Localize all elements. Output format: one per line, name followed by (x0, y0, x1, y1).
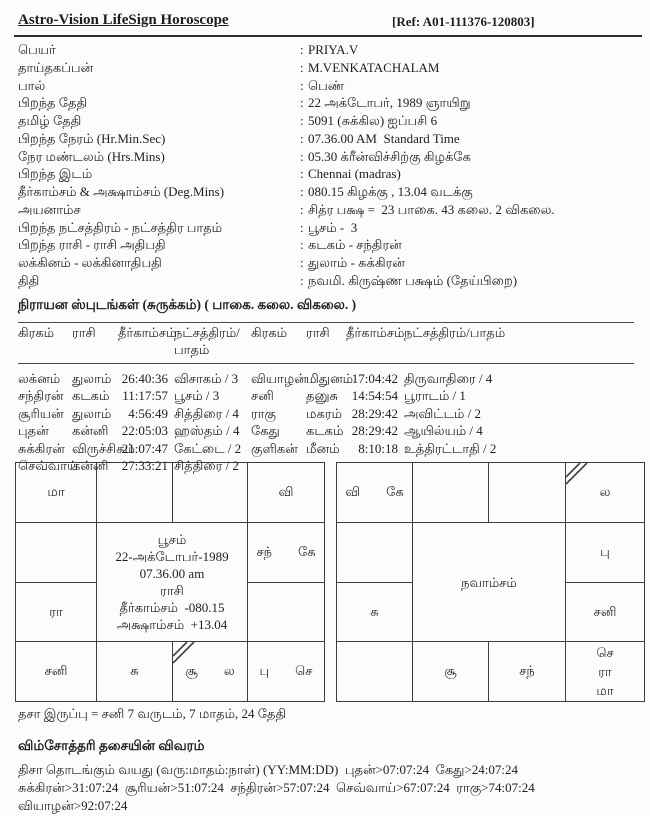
rasi-chart-center (97, 523, 248, 642)
colon-separator: : (300, 219, 304, 235)
navamsa-cell-sagittarius (337, 642, 413, 701)
star-cell: சித்திரை / 2 (174, 457, 239, 473)
colon-separator: : (300, 148, 304, 164)
rasi-cell-virgo (248, 642, 324, 701)
info-value: M.VENKATACHALAM (308, 59, 440, 75)
colon-separator: : (300, 255, 304, 270)
planet-abbr: மா (596, 682, 614, 698)
info-label: பிறந்த இடம் (18, 166, 93, 182)
star-cell: ஆயில்யம் / 4 (404, 423, 483, 439)
center-date: 22-அக்டோபர்-1989 (115, 549, 229, 564)
table-body (18, 371, 634, 475)
longitude-cell: 11:17:57 (122, 388, 168, 404)
reference-number: [Ref: A01-111376-120803] (392, 14, 535, 29)
planet-abbr: சந் (519, 663, 535, 678)
info-label: லக்கினம் - லக்கினாதிபதி (18, 255, 162, 270)
rasi-cell: கன்னி (72, 423, 109, 439)
planet-abbr: கே (386, 484, 404, 499)
star-cell: ஹஸ்தம் / 4 (174, 423, 240, 439)
info-row-birth-star (18, 220, 642, 238)
table-row (18, 371, 634, 388)
navamsa-cell-scorpio (413, 642, 489, 701)
rasi-cell-aquarius (16, 523, 97, 583)
navamsa-cell-pisces (337, 463, 413, 523)
birth-details-section (18, 42, 642, 291)
dasa-start-ages-line: திசா தொடங்கும் வயது (வரு:மாதம்:நாள்) (YY:MM:DD) புதன்>07:07:24 கேது>24:07:24 (18, 762, 519, 777)
rasi-cell: மீனம் (306, 440, 340, 456)
planet-cell: கேது (251, 423, 280, 439)
planet-abbr: சூ (185, 663, 198, 678)
report-header (14, 6, 642, 37)
planet-abbr: வி (278, 484, 294, 499)
lagna-marker-icon (173, 642, 199, 668)
navamsa-cell-gemini-lagna (566, 463, 644, 523)
center-chart-label: ராசி (160, 583, 184, 598)
planet-abbr: சு (370, 603, 379, 619)
rasi-cell: கடகம் (306, 423, 344, 439)
planet-abbr: செ (295, 663, 313, 678)
col-header: நட்சத்திரம்/பாதம் (174, 325, 240, 357)
planet-cell: ராகு (251, 405, 276, 421)
planet-abbr: சந் (256, 544, 272, 559)
dasa-start-ages-line: சுக்கிரன்>31:07:24 சூரியன்>51:07:24 சந்திரன்>57:07:24 செவ்வாய்>67:07:24 ராகு>74:07:24 (18, 779, 535, 795)
info-row-thithi (18, 273, 642, 291)
planet-cell: புதன் (18, 423, 49, 439)
rasi-cell: மகரம் (306, 405, 342, 421)
info-row-birth-rasi (18, 237, 642, 255)
planet-positions-title: நிராயன ஸ்புடங்கள் (சுருக்கம்) ( பாகை. கலை. விகலை. ) (18, 297, 357, 312)
navamsa-cell-leo (566, 583, 644, 642)
info-value: 22 அக்டோபர், 1989 ஞாயிறு (308, 95, 471, 111)
info-label: தீர்காம்சம் & அக்ஷாம்சம் (Deg.Mins) (18, 184, 225, 199)
navamsa-chart-center (413, 523, 566, 642)
info-label: திதி (18, 272, 40, 288)
planet-abbr: கே (298, 544, 316, 559)
col-header: நட்சத்திரம்/பாதம் (404, 325, 506, 340)
info-row-name (18, 42, 642, 60)
planet-abbr: மா (47, 484, 65, 499)
rasi-cell-capricorn (16, 583, 97, 642)
table-row (18, 423, 634, 440)
star-cell: சித்திரை / 4 (174, 405, 239, 421)
rasi-cell-sagittarius (16, 642, 97, 701)
info-label: நேர மண்டலம் (Hrs.Mins) (18, 148, 165, 164)
col-header: தீர்காம்சம் (118, 325, 177, 340)
planet-abbr: ரா (49, 603, 63, 619)
colon-separator: : (300, 113, 304, 128)
colon-separator: : (300, 237, 304, 253)
rasi-cell: தனுசு (306, 388, 339, 404)
info-value: கடகம் - சந்திரன் (308, 237, 402, 253)
dasa-start-ages-line: வியாழன்>92:07:24 (18, 797, 128, 813)
rasi-cell-taurus (173, 463, 248, 523)
colon-separator: : (300, 95, 304, 111)
star-cell: பூராடம் / 1 (404, 388, 466, 404)
planet-abbr: சனி (44, 663, 68, 678)
star-cell: உத்திரட்டாதி / 2 (404, 440, 497, 456)
info-value: 05.30 க்ரீன்விச்சிற்கு கிழக்கே (308, 148, 471, 164)
info-label: தாய்தகப்பன் (18, 59, 94, 75)
rasi-cell-cancer (248, 523, 324, 583)
navamsa-chart (336, 462, 645, 702)
planet-cell: செவ்வாய் (18, 457, 79, 473)
info-value: Chennai (madras) (308, 166, 401, 182)
navamsa-cell-virgo (566, 642, 644, 701)
info-value: துலாம் - சுக்கிரன் (308, 255, 405, 270)
info-value: சித்ர பக்ஷ = 23 பாகை. 43 கலை. 2 விகலை. (308, 201, 555, 217)
star-cell: பூசம் / 3 (174, 388, 220, 404)
planet-abbr: சு (130, 663, 139, 678)
longitude-cell: 22:05:03 (121, 423, 168, 439)
info-label: தமிழ் தேதி (18, 113, 82, 128)
colon-separator: : (300, 201, 304, 217)
table-row (18, 441, 634, 458)
planet-abbr: வி (345, 484, 361, 499)
rasi-cell-libra-lagna (173, 642, 248, 701)
planet-abbr: செ (596, 644, 614, 660)
planet-cell: சுக்கிரன் (18, 440, 65, 456)
info-value: 07.36.00 AM Standard Time (308, 130, 460, 146)
navamsa-cell-aquarius (337, 523, 413, 583)
lagna-abbr: ல (599, 484, 611, 499)
planet-cell: குளிகன் (251, 440, 298, 456)
longitude-cell: 14:54:54 (351, 388, 398, 404)
table-row (18, 388, 634, 405)
info-row-ayanamsa (18, 202, 642, 220)
lagna-marker-icon (566, 463, 592, 489)
info-value: பூசம் - 3 (308, 219, 358, 235)
info-row-time-zone (18, 149, 642, 167)
table-row (18, 406, 634, 423)
rasi-cell-pisces (16, 463, 97, 523)
col-header: ராசி (306, 325, 330, 340)
longitude-cell: 17:04:42 (351, 371, 398, 386)
longitude-cell: 21:07:47 (121, 440, 168, 456)
rasi-cell: கடகம் (72, 388, 110, 404)
colon-separator: : (300, 184, 304, 199)
info-value: 5091 (சுக்கில) ஐப்பசி 6 (308, 113, 438, 128)
rasi-cell-gemini (248, 463, 324, 523)
colon-separator: : (300, 272, 304, 288)
info-label: பிறந்த தேதி (18, 95, 88, 111)
longitude-cell: 28:29:42 (351, 405, 398, 421)
info-label: பிறந்த ராசி - ராசி அதிபதி (18, 237, 166, 253)
info-row-birth-date (18, 95, 642, 113)
star-cell: கேட்டை / 2 (174, 440, 242, 456)
star-cell: அவிட்டம் / 2 (404, 405, 482, 421)
longitude-cell: 8:10:18 (358, 440, 398, 456)
planet-positions-table (18, 322, 634, 475)
colon-separator: : (300, 130, 304, 146)
planet-abbr: பு (600, 544, 610, 559)
col-header: கிரகம் (18, 325, 55, 340)
info-value: பெண் (308, 77, 345, 93)
star-cell: திருவாதிரை / 4 (404, 371, 493, 386)
info-label: பால் (18, 77, 46, 93)
center-latitude: அக்ஷாம்சம் +13.04 (116, 617, 228, 632)
rasi-cell: விருச்சிகம் (72, 440, 135, 456)
longitude-cell: 27:33:21 (121, 457, 168, 473)
info-row-parents (18, 60, 642, 78)
navamsa-cell-taurus (489, 463, 566, 523)
colon-separator: : (300, 42, 304, 57)
planet-abbr: சூ (444, 663, 457, 678)
colon-separator: : (300, 59, 304, 75)
info-label: அயனாம்ச (18, 201, 81, 217)
star-cell: விசாகம் / 3 (174, 371, 239, 386)
col-header: கிரகம் (251, 325, 288, 340)
planet-abbr: சனி (593, 603, 617, 619)
info-row-birth-place (18, 166, 642, 184)
info-label: பிறந்த நட்சத்திரம் - நட்சத்திர பாதம் (18, 219, 223, 235)
planet-cell: வியாழன் (251, 371, 307, 386)
info-label: பிறந்த நேரம் (Hr.Min.Sec) (18, 130, 166, 146)
rasi-cell-leo (248, 583, 324, 642)
info-row-lagna (18, 255, 642, 273)
rasi-cell-scorpio (97, 642, 173, 701)
app-title: Astro-Vision LifeSign Horoscope (18, 12, 229, 28)
info-row-sex (18, 78, 642, 96)
center-time: 07.36.00 am (139, 566, 205, 581)
rasi-cell-aries (97, 463, 173, 523)
planet-cell: சந்திரன் (18, 388, 64, 404)
rasi-cell: மிதுனம் (306, 371, 354, 386)
longitude-cell: 26:40:36 (121, 371, 168, 386)
rasi-cell: கன்னி (72, 457, 109, 473)
planet-abbr: பு (259, 663, 270, 678)
colon-separator: : (300, 77, 304, 93)
info-value: PRIYA.V (308, 42, 359, 57)
navamsa-cell-aries (413, 463, 489, 523)
dasa-balance: தசா இருப்பு = சனி 7 வருடம், 7 மாதம், 24 தேதி (18, 706, 287, 721)
vimshottari-dasa-title: விம்சோத்தரி தசையின் விவரம் (18, 738, 205, 753)
planet-abbr: ரா (598, 663, 612, 679)
info-label: பெயர் (18, 42, 56, 57)
col-header: ராசி (72, 325, 96, 340)
info-value: நவமி. கிருஷ்ண பக்ஷம் (தேய்பிறை) (308, 272, 518, 288)
info-value: 080.15 கிழக்கு , 13.04 வடக்கு (308, 184, 473, 199)
rasi-chart (15, 462, 325, 702)
planet-cell: சூரியன் (18, 405, 64, 421)
center-longitude: தீர்காம்சம் -080.15 (119, 600, 225, 615)
rasi-cell: துலாம் (72, 405, 112, 421)
colon-separator: : (300, 166, 304, 182)
center-chart-label: நவாம்சம் (461, 574, 517, 590)
longitude-cell: 28:29:42 (351, 423, 398, 439)
table-header-row (18, 322, 634, 364)
navamsa-cell-libra (489, 642, 566, 701)
navamsa-cell-capricorn (337, 583, 413, 642)
rasi-cell: துலாம் (72, 371, 112, 386)
center-star: பூசம் (157, 532, 187, 547)
dasa-section (18, 706, 642, 814)
col-header: தீர்காம்சம் (346, 325, 405, 340)
longitude-cell: 4:56:49 (128, 405, 168, 421)
navamsa-cell-cancer (566, 523, 644, 583)
info-row-tamil-date (18, 113, 642, 131)
lagna-abbr: ல (223, 663, 235, 678)
planet-cell: லக்னம் (18, 371, 61, 386)
info-row-longitude-latitude (18, 184, 642, 202)
info-row-birth-time (18, 131, 642, 149)
planet-cell: சனி (251, 388, 274, 404)
